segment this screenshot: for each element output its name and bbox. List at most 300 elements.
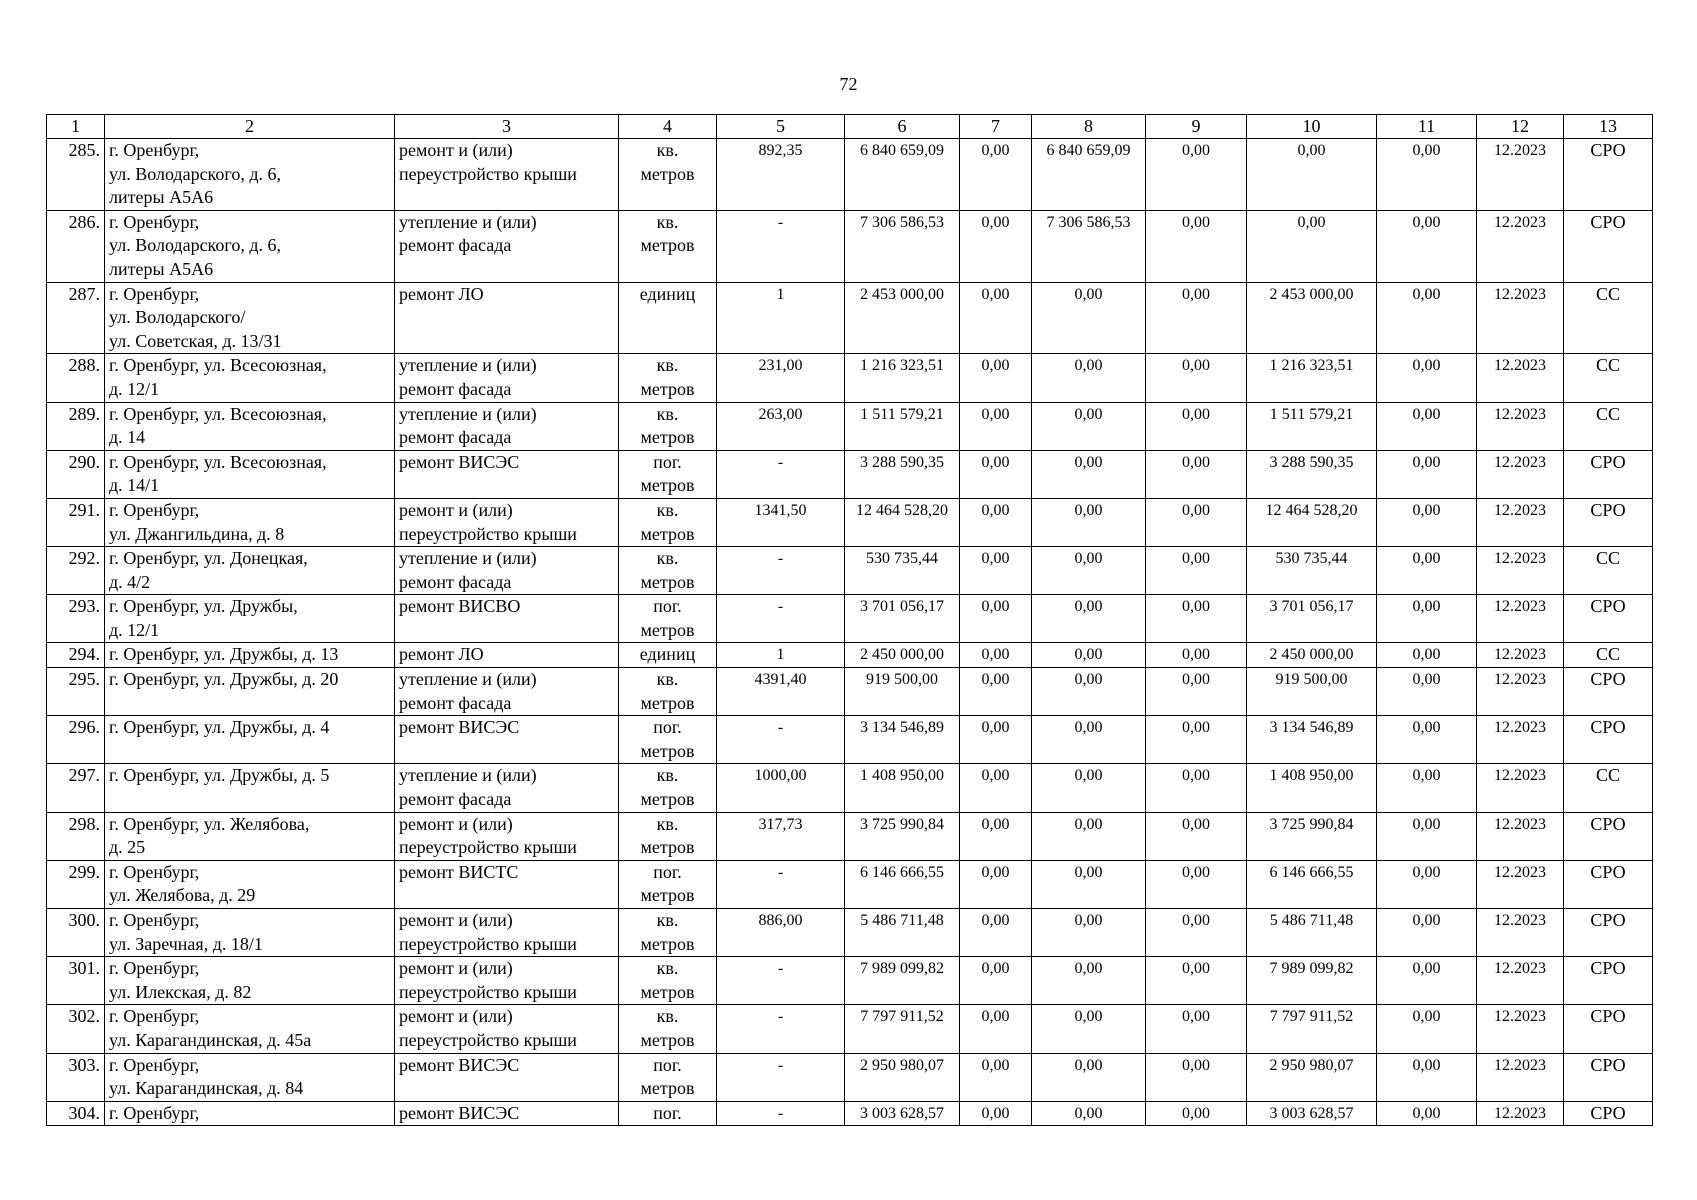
total-cost-text: 3 134 546,89 xyxy=(860,719,944,737)
col8-text: 7 306 586,53 xyxy=(1046,213,1131,231)
col9-cell xyxy=(1146,402,1247,450)
work-type-cell xyxy=(395,1005,619,1053)
col9-text: 0,00 xyxy=(1182,598,1210,616)
total-cost-cell xyxy=(845,1101,960,1126)
work-type-text: ремонт и (или) переустройство крыши xyxy=(399,499,577,544)
work-type-text: ремонт ЛО xyxy=(399,283,484,304)
col7-cell xyxy=(960,402,1032,450)
header-cell: 10 xyxy=(1247,115,1377,139)
row-number-cell xyxy=(47,450,105,498)
col10-text: 12 464 528,20 xyxy=(1265,501,1358,519)
work-type-text: утепление и (или) ремонт фасада xyxy=(399,355,537,399)
col7-text: 0,00 xyxy=(981,453,1010,471)
unit-cell xyxy=(619,1053,717,1101)
total-cost-text: 12 464 528,20 xyxy=(856,501,948,519)
row-number-text: 300. xyxy=(68,910,100,930)
header-cell: 7 xyxy=(960,115,1032,139)
unit-text: кв. метров xyxy=(640,1006,695,1050)
total-cost-text: 7 306 586,53 xyxy=(860,213,944,231)
address-text: г. Оренбург, ул. Желябова, д. 29 xyxy=(109,861,256,906)
total-cost-cell xyxy=(845,764,960,812)
table-row xyxy=(47,860,1653,908)
address-text: г. Оренбург, ул. Карагандинская, д. 45а xyxy=(109,1006,312,1050)
address-text: г. Оренбург, ул. Всесоюзная, д. 14 xyxy=(109,403,327,448)
col11-text: 0,00 xyxy=(1412,767,1441,785)
total-cost-text: 1 408 950,00 xyxy=(860,767,944,785)
col8-text: 0,00 xyxy=(1074,815,1103,833)
col8-text: 0,00 xyxy=(1074,767,1103,785)
col7-cell xyxy=(960,909,1032,957)
unit-text: единиц xyxy=(639,644,696,665)
col10-cell xyxy=(1247,716,1377,764)
col8-cell xyxy=(1032,957,1146,1005)
row-number-cell xyxy=(47,909,105,957)
col9-cell xyxy=(1146,595,1247,643)
unit-text: пог. xyxy=(653,1102,682,1123)
total-cost-text: 2 453 000,00 xyxy=(860,285,944,303)
total-cost-cell xyxy=(845,139,960,211)
col10-text: 1 216 323,51 xyxy=(1269,357,1354,375)
quantity-text: 1 xyxy=(776,646,785,664)
col9-text: 0,00 xyxy=(1182,1104,1210,1122)
col7-cell xyxy=(960,812,1032,860)
deadline-cell xyxy=(1477,643,1564,668)
row-number-text: 301. xyxy=(68,958,100,979)
address-text: г. Оренбург, ул. Дружбы, д. 4 xyxy=(109,717,330,738)
row-number-cell xyxy=(47,860,105,908)
deadline-cell xyxy=(1477,764,1564,812)
work-type-cell xyxy=(395,716,619,764)
financing-type-cell xyxy=(1564,1053,1653,1101)
table-row xyxy=(47,402,1653,450)
col9-cell xyxy=(1146,643,1247,668)
row-number-text: 285. xyxy=(68,140,100,160)
row-number-cell xyxy=(47,595,105,643)
unit-text: пог. метров xyxy=(640,451,695,496)
col11-text: 0,00 xyxy=(1412,719,1441,737)
financing-type-text: СС xyxy=(1595,355,1620,376)
quantity-cell xyxy=(717,1101,845,1126)
col9-text: 0,00 xyxy=(1182,550,1210,568)
address-cell xyxy=(105,764,395,812)
deadline-text: 12.2023 xyxy=(1494,453,1546,471)
col8-cell xyxy=(1032,643,1146,668)
col10-cell xyxy=(1247,498,1377,546)
col9-cell xyxy=(1146,1053,1247,1101)
unit-text: пог. метров xyxy=(640,1054,695,1099)
row-number-text: 288. xyxy=(68,355,100,376)
table-body xyxy=(47,139,1653,1126)
total-cost-cell xyxy=(845,716,960,764)
financing-type-text: СС xyxy=(1595,403,1620,424)
deadline-cell xyxy=(1477,139,1564,211)
col11-text: 0,00 xyxy=(1412,285,1441,303)
col8-cell xyxy=(1032,402,1146,450)
total-cost-text: 2 450 000,00 xyxy=(860,646,944,664)
total-cost-cell xyxy=(845,498,960,546)
work-type-text: ремонт и (или) переустройство крыши xyxy=(399,813,577,858)
deadline-cell xyxy=(1477,282,1564,354)
col7-cell xyxy=(960,957,1032,1005)
work-type-text: утепление и (или) ремонт фасада xyxy=(399,403,537,448)
quantity-cell xyxy=(717,716,845,764)
address-text: г. Оренбург, xyxy=(109,1102,200,1123)
deadline-cell xyxy=(1477,210,1564,282)
work-type-text: утепление и (или) ремонт фасада xyxy=(399,211,537,256)
row-number-text: 304. xyxy=(68,1102,100,1123)
col11-cell xyxy=(1377,643,1477,668)
work-type-text: утепление и (или) ремонт фасада xyxy=(399,548,537,592)
col7-cell xyxy=(960,1101,1032,1126)
col9-text: 0,00 xyxy=(1182,142,1210,159)
unit-text: кв. метров xyxy=(640,765,695,810)
col11-cell xyxy=(1377,402,1477,450)
col10-text: 3 725 990,84 xyxy=(1269,815,1354,833)
quantity-text: - xyxy=(777,960,784,978)
col7-cell xyxy=(960,716,1032,764)
unit-cell xyxy=(619,668,717,716)
work-type-text: ремонт ЛО xyxy=(399,644,484,665)
quantity-text: 1000,00 xyxy=(754,767,807,785)
quantity-cell xyxy=(717,498,845,546)
col8-text: 0,00 xyxy=(1074,501,1103,519)
financing-type-text: СРО xyxy=(1590,958,1626,979)
total-cost-text: 3 701 056,17 xyxy=(860,598,944,616)
address-cell xyxy=(105,957,395,1005)
table-row xyxy=(47,1053,1653,1101)
unit-cell xyxy=(619,139,717,211)
unit-text: кв. метров xyxy=(640,211,695,256)
financing-type-cell xyxy=(1564,498,1653,546)
address-cell xyxy=(105,1005,395,1053)
work-type-text: ремонт и (или) переустройство крыши xyxy=(399,140,577,184)
col7-cell xyxy=(960,1005,1032,1053)
col9-text: 0,00 xyxy=(1182,671,1210,689)
address-cell xyxy=(105,402,395,450)
financing-type-cell xyxy=(1564,139,1653,211)
address-cell xyxy=(105,210,395,282)
row-number-text: 298. xyxy=(68,813,100,834)
unit-text: пог. метров xyxy=(640,861,695,906)
financing-type-text: СРО xyxy=(1590,717,1626,738)
col8-cell xyxy=(1032,210,1146,282)
col10-cell xyxy=(1247,139,1377,211)
deadline-cell xyxy=(1477,402,1564,450)
table-row xyxy=(47,595,1653,643)
col11-cell xyxy=(1377,957,1477,1005)
quantity-cell xyxy=(717,860,845,908)
col9-cell xyxy=(1146,716,1247,764)
col8-cell xyxy=(1032,668,1146,716)
address-cell xyxy=(105,1053,395,1101)
unit-text: единиц xyxy=(639,283,696,304)
financing-type-cell xyxy=(1564,210,1653,282)
col8-cell xyxy=(1032,354,1146,402)
row-number-text: 297. xyxy=(68,765,100,786)
header-cell: 4 xyxy=(619,115,717,139)
col8-cell xyxy=(1032,812,1146,860)
total-cost-cell xyxy=(845,1053,960,1101)
quantity-cell xyxy=(717,668,845,716)
table-row xyxy=(47,498,1653,546)
col10-cell xyxy=(1247,643,1377,668)
unit-text: кв. метров xyxy=(640,910,695,954)
col7-cell xyxy=(960,643,1032,668)
col11-cell xyxy=(1377,1101,1477,1126)
address-text: г. Оренбург, ул. Илекская, д. 82 xyxy=(109,958,252,1002)
total-cost-cell xyxy=(845,402,960,450)
col9-cell xyxy=(1146,210,1247,282)
col7-text: 0,00 xyxy=(981,646,1010,664)
col11-text: 0,00 xyxy=(1412,1056,1441,1074)
financing-type-cell xyxy=(1564,547,1653,595)
row-number-cell xyxy=(47,1053,105,1101)
deadline-text: 12.2023 xyxy=(1494,142,1546,159)
quantity-cell xyxy=(717,450,845,498)
quantity-text: - xyxy=(777,550,784,568)
financing-type-text: СРО xyxy=(1590,1054,1626,1075)
work-type-text: ремонт ВИСТС xyxy=(399,861,519,882)
col10-cell xyxy=(1247,402,1377,450)
col10-text: 530 735,44 xyxy=(1275,550,1348,568)
col10-cell xyxy=(1247,957,1377,1005)
total-cost-cell xyxy=(845,1005,960,1053)
address-cell xyxy=(105,643,395,668)
row-number-text: 302. xyxy=(68,1006,100,1027)
col7-cell xyxy=(960,764,1032,812)
col11-cell xyxy=(1377,909,1477,957)
col10-text: 0,00 xyxy=(1297,213,1326,231)
quantity-cell xyxy=(717,547,845,595)
col11-cell xyxy=(1377,282,1477,354)
col10-cell xyxy=(1247,354,1377,402)
header-cell: 8 xyxy=(1032,115,1146,139)
col8-text: 0,00 xyxy=(1074,357,1103,375)
col8-cell xyxy=(1032,764,1146,812)
deadline-cell xyxy=(1477,354,1564,402)
quantity-text: - xyxy=(777,719,784,737)
deadline-text: 12.2023 xyxy=(1494,550,1546,568)
row-number-cell xyxy=(47,812,105,860)
unit-cell xyxy=(619,354,717,402)
unit-text: пог. метров xyxy=(640,717,695,761)
address-cell xyxy=(105,139,395,211)
col9-text: 0,00 xyxy=(1182,863,1210,881)
row-number-cell xyxy=(47,668,105,716)
row-number-text: 299. xyxy=(68,861,100,882)
table-row xyxy=(47,957,1653,1005)
quantity-cell xyxy=(717,139,845,211)
col11-text: 0,00 xyxy=(1412,646,1441,664)
col8-text: 0,00 xyxy=(1074,1008,1103,1026)
col11-text: 0,00 xyxy=(1412,357,1441,375)
table-row xyxy=(47,1005,1653,1053)
col9-text: 0,00 xyxy=(1182,357,1210,375)
row-number-text: 291. xyxy=(68,499,100,520)
col8-cell xyxy=(1032,595,1146,643)
col11-cell xyxy=(1377,450,1477,498)
work-type-text: ремонт и (или) переустройство крыши xyxy=(399,1006,577,1050)
total-cost-cell xyxy=(845,210,960,282)
work-type-cell xyxy=(395,812,619,860)
col10-text: 2 453 000,00 xyxy=(1269,285,1354,303)
work-type-cell xyxy=(395,1053,619,1101)
col10-text: 5 486 711,48 xyxy=(1269,912,1354,929)
work-type-cell xyxy=(395,860,619,908)
financing-type-cell xyxy=(1564,643,1653,668)
unit-cell xyxy=(619,210,717,282)
col8-text: 0,00 xyxy=(1074,646,1103,664)
header-cell: 9 xyxy=(1146,115,1247,139)
col11-cell xyxy=(1377,547,1477,595)
total-cost-cell xyxy=(845,282,960,354)
work-type-cell xyxy=(395,668,619,716)
unit-cell xyxy=(619,547,717,595)
total-cost-cell xyxy=(845,860,960,908)
deadline-text: 12.2023 xyxy=(1494,213,1546,231)
col11-cell xyxy=(1377,498,1477,546)
deadline-cell xyxy=(1477,909,1564,957)
unit-text: кв. метров xyxy=(640,140,695,184)
col7-cell xyxy=(960,354,1032,402)
row-number-cell xyxy=(47,402,105,450)
unit-cell xyxy=(619,450,717,498)
col10-cell xyxy=(1247,547,1377,595)
col8-text: 0,00 xyxy=(1074,671,1103,689)
header-cell: 2 xyxy=(105,115,395,139)
col11-cell xyxy=(1377,210,1477,282)
row-number-cell xyxy=(47,764,105,812)
financing-type-text: СРО xyxy=(1590,813,1626,834)
address-text: г. Оренбург, ул. Всесоюзная, д. 14/1 xyxy=(109,451,327,496)
total-cost-cell xyxy=(845,909,960,957)
col9-text: 0,00 xyxy=(1182,285,1210,303)
total-cost-cell xyxy=(845,812,960,860)
unit-text: кв. метров xyxy=(640,813,695,858)
unit-cell xyxy=(619,282,717,354)
col11-text: 0,00 xyxy=(1412,815,1441,833)
table-row xyxy=(47,450,1653,498)
col11-cell xyxy=(1377,812,1477,860)
col11-text: 0,00 xyxy=(1412,453,1441,471)
col10-text: 919 500,00 xyxy=(1275,671,1348,689)
col8-cell xyxy=(1032,547,1146,595)
col8-text: 0,00 xyxy=(1074,285,1103,303)
quantity-cell xyxy=(717,909,845,957)
deadline-text: 12.2023 xyxy=(1494,767,1546,785)
col9-cell xyxy=(1146,354,1247,402)
table-row xyxy=(47,812,1653,860)
quantity-text: 317,73 xyxy=(758,815,803,833)
col11-cell xyxy=(1377,354,1477,402)
total-cost-text: 3 288 590,35 xyxy=(860,453,944,471)
col7-text: 0,00 xyxy=(981,1056,1010,1074)
deadline-cell xyxy=(1477,450,1564,498)
row-number-text: 286. xyxy=(68,211,100,232)
col9-cell xyxy=(1146,1101,1247,1126)
work-type-cell xyxy=(395,402,619,450)
deadline-cell xyxy=(1477,1005,1564,1053)
col11-cell xyxy=(1377,716,1477,764)
unit-cell xyxy=(619,764,717,812)
deadline-cell xyxy=(1477,860,1564,908)
table-row xyxy=(47,909,1653,957)
col9-text: 0,00 xyxy=(1182,719,1210,737)
col11-cell xyxy=(1377,668,1477,716)
deadline-text: 12.2023 xyxy=(1494,671,1546,689)
col10-cell xyxy=(1247,860,1377,908)
work-type-cell xyxy=(395,1101,619,1126)
col11-text: 0,00 xyxy=(1412,960,1441,978)
row-number-text: 292. xyxy=(68,548,100,569)
table-row xyxy=(47,354,1653,402)
financing-type-text: СС xyxy=(1595,765,1620,786)
row-number-cell xyxy=(47,716,105,764)
unit-cell xyxy=(619,1101,717,1126)
financing-type-cell xyxy=(1564,450,1653,498)
col9-text: 0,00 xyxy=(1182,767,1210,785)
col10-cell xyxy=(1247,909,1377,957)
unit-text: кв. метров xyxy=(640,958,695,1002)
quantity-cell xyxy=(717,595,845,643)
financing-type-text: СРО xyxy=(1590,499,1626,520)
unit-cell xyxy=(619,643,717,668)
financing-type-cell xyxy=(1564,764,1653,812)
financing-type-cell xyxy=(1564,957,1653,1005)
col10-cell xyxy=(1247,210,1377,282)
col9-text: 0,00 xyxy=(1182,815,1210,833)
table-row xyxy=(47,210,1653,282)
col11-cell xyxy=(1377,139,1477,211)
col9-cell xyxy=(1146,957,1247,1005)
col9-cell xyxy=(1146,547,1247,595)
address-cell xyxy=(105,547,395,595)
col7-cell xyxy=(960,282,1032,354)
col7-cell xyxy=(960,450,1032,498)
col10-text: 7 797 911,52 xyxy=(1269,1008,1354,1026)
table-row xyxy=(47,1101,1653,1126)
deadline-text: 12.2023 xyxy=(1494,719,1546,737)
col9-cell xyxy=(1146,764,1247,812)
col7-text: 0,00 xyxy=(981,719,1010,737)
financing-type-cell xyxy=(1564,716,1653,764)
financing-type-text: СРО xyxy=(1590,669,1626,690)
col9-text: 0,00 xyxy=(1182,453,1210,471)
quantity-cell xyxy=(717,812,845,860)
col10-text: 2 450 000,00 xyxy=(1269,646,1354,664)
col7-cell xyxy=(960,547,1032,595)
col11-text: 0,00 xyxy=(1412,598,1441,616)
deadline-text: 12.2023 xyxy=(1494,646,1546,664)
financing-type-cell xyxy=(1564,595,1653,643)
col9-text: 0,00 xyxy=(1182,960,1210,978)
col9-cell xyxy=(1146,668,1247,716)
address-text: г. Оренбург, ул. Дружбы, д. 20 xyxy=(109,669,339,690)
col7-cell xyxy=(960,139,1032,211)
col7-text: 0,00 xyxy=(981,863,1010,881)
quantity-cell xyxy=(717,210,845,282)
col9-cell xyxy=(1146,860,1247,908)
col7-text: 0,00 xyxy=(981,142,1010,159)
col9-cell xyxy=(1146,498,1247,546)
deadline-cell xyxy=(1477,716,1564,764)
col8-cell xyxy=(1032,139,1146,211)
financing-type-cell xyxy=(1564,860,1653,908)
unit-cell xyxy=(619,812,717,860)
col7-text: 0,00 xyxy=(981,1008,1010,1026)
financing-type-text: СРО xyxy=(1590,861,1626,882)
header-cell: 3 xyxy=(395,115,619,139)
